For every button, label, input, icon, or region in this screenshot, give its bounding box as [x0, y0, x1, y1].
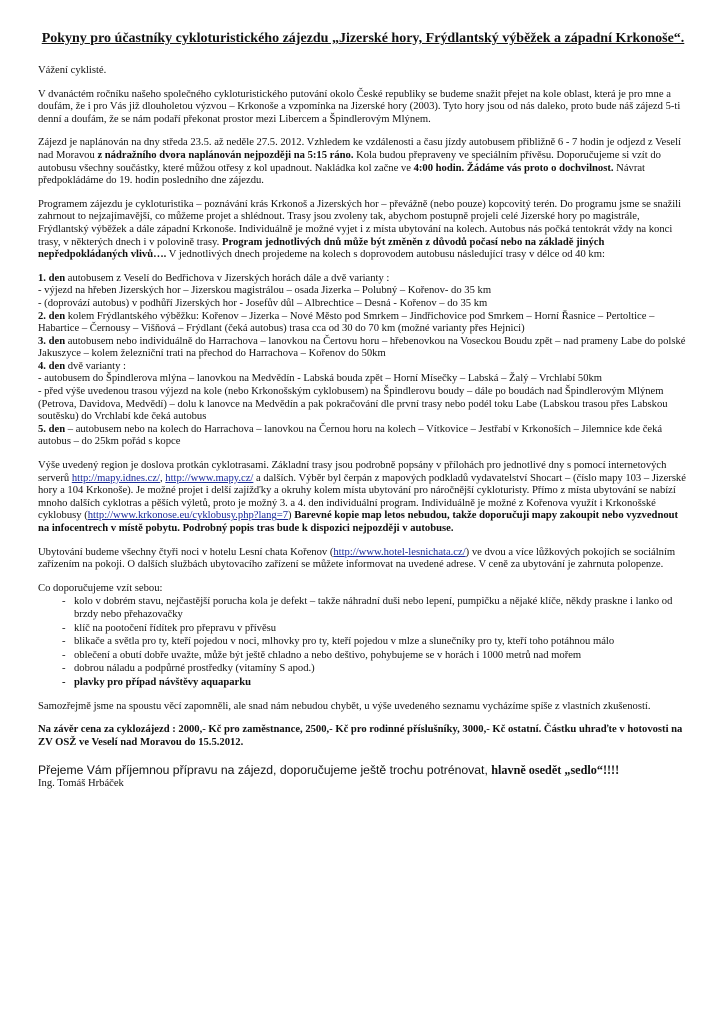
program-text-2: V jednotlivých dnech projedeme na kolech s doprovodem autobusu následující trasy v délce od 40 km:: [166, 249, 605, 261]
day-4-variant-2: - před výše uvedenou trasou výjezd na kole (nebo Krkonošským cyklobusem) na Špindlerovu boudy – dále po boudách nad Špindlerovým Mlýnem (Petrova, Davidova, Medvědí) – dolu k lanovce na Medvědín a pak pokračování dle první trasy nebo podél toku Labe (Labskou trasou přes Labskou soutěsku) do Vrchlabí kde čeká autobus: [38, 386, 668, 423]
day-3-text: autobusem nebo individuálně do Harrachova – lanovkou na Čertovu horu – hřebenovkou na Voseckou Boudu zpět – nad prameny Labe do polské Jakuszyce – kolem železniční trati na přechod do Harrachova – Kořenov do 50km: [38, 335, 686, 360]
schedule-loading-bold: 4:00 hodin. Žádáme vás proto o dochvilnost.: [413, 162, 614, 174]
salutation: Vážení cyklisté.: [38, 65, 107, 76]
recommend-intro: Co doporučujeme vzít sebou:: [38, 582, 163, 594]
day-1-variant-2: - (doprovází autobus) v podhůří Jizerských hor - Josefův důl – Albrechtice – Desná - Kořenov – do 35 km: [38, 297, 488, 309]
list-item: - blikače a světla pro ty, kteří pojedou v noci, mlhovky pro ty, kteří pojedou v mlze a slunečníky pro ty, kteří toho potáhnou málo: [38, 636, 688, 649]
accommodation-text-1: Ubytování budeme všechny čtyři noci v hotelu Lesní chata Kořenov (: [38, 546, 334, 558]
day-1: [38, 273, 688, 286]
schedule-paragraph: [38, 137, 688, 187]
recommend-list: [38, 596, 688, 689]
region-text-3: a dalších. Výběr byl čerpán z mapových podkladů vydavatelství Shocart – (číslo mapy 103 – Jizerské hory a 104 Krkonoše). Je možné projet i delší zajížďky a okruhy kolem místa ubytování pro náročnější cykloturisty. Přímo z místa ubytování se nabízí mnoho dalších cyklotras a pěších výletů, proto je možný 3. a 4. den individuální program. Individuálně je možné z Kořenova využít i Krkonošské cyklobusy (: [38, 472, 686, 522]
day-4-text: dvě varianty :: [65, 360, 126, 372]
day-2-text: kolem Frýdlantského výběžku: Kořenov – Jizerka – Nové Město pod Smrkem – Jindřichovice pod Smrkem – Horní Řasnice – Pertoltice – Habartice – Černousy – Višňová – Frýdlant (čeká autobus) trasa cca od 30 do 70 km (možné varianty přes Hejnici): [38, 310, 655, 335]
list-item: - plavky pro případ návštěvy aquaparku: [38, 677, 688, 690]
day-4-variant-1: - autobusem do Špindlerova mlýna – lanovkou na Medvědín - Labská bouda zpět – Horní Mísečky – Labská – Žalý – Vrchlabí 50km: [38, 373, 603, 385]
greeting-bold: hlavně osedět „sedlo“!!!!: [491, 763, 620, 778]
program-text-1: Programem zájezdu je cykloturistika – poznávání krás Krkonoš a Jizerských hor – převážně (nebo pouze) kopcovitý terén. Do programu jsme se snažili zahrnout to nejzajímavější, co můžeme projet a shlédnout. Trasy jsou zvoleny tak, abychom postupně projeli celé Jizerské hory po magistrále, Frýdlantský výběžek a dále západní Krkonoše. Individuálně je možné vyjet i z místa ubytování na kolech. Autobus nás počká tentokrát vždy na konci trasy, v některých dnech i v polovině trasy.: [38, 198, 682, 248]
day-5-heading: 5. den: [38, 423, 66, 435]
region-paragraph: [38, 460, 688, 536]
program-warning-bold: Program jednotlivých dnů může být změněn z důvodů počasí nebo na základě jiných nepředpokládaných vlivů….: [38, 236, 605, 261]
region-text-1: Výše uvedený region je doslova protkán cyklotrasami. Základní trasy jsou podrobně popsány v přílohách pro jednotlivé dny s pomocí internetových serverů: [38, 460, 667, 484]
list-item: - dobrou náladu a podpůrné prostředky (vitamíny S apod.): [38, 663, 688, 676]
day-1-text: autobusem z Veselí do Bedřichova v Jizerských horách dále a dvě varianty :: [65, 272, 390, 284]
schedule-text-1: Zájezd je naplánován na dny středa 23.5. až neděle 27.5. 2012. Vzhledem ke vzdálenosti a času jízdy autobusem přibližně 6 - 7 hodin je odjezd z Veselí nad Moravou: [38, 137, 681, 161]
day-plan: [38, 273, 688, 449]
document-page: [38, 30, 688, 791]
closing-paragraph: Samozřejmě jsme na spoustu věcí zapomněli, ale snad nám nebudou chybět, u výše uvedeného seznamu vycházíme spíše z vlastních zkušeností.: [38, 700, 651, 712]
link-mapy-idnes[interactable]: http://mapy.idnes.cz/: [71, 472, 160, 484]
accommodation-paragraph: [38, 547, 688, 572]
list-item: - oblečení a obutí dobře uvažte, může být ještě chladno a nebo deštivo, pohybujeme se v horách i 1000 metrů nad mořem: [38, 650, 688, 663]
price-paragraph: Na závěr cena za cyklozájezd : 2000,- Kč pro zaměstnance, 2500,- Kč pro rodinné příslušníky, 3000,- Kč ostatní. Částku uhraďte v hotovosti na ZV OSŽ ve Veselí nad Moravou do 15.5.2012.: [38, 724, 683, 748]
schedule-text-3: Návrat předpokládáme do 19. hodin posledního dne zájezdu.: [38, 162, 646, 187]
day-1-variant-1: - výjezd na hřeben Jizerských hor – Jizerskou magistrálou – osada Jizerka – Polubný – Kořenov- do 35 km: [38, 285, 492, 297]
list-item: - klíč na pootočení řídítek pro přepravu v přívěsu: [38, 623, 688, 636]
link-krkonose-cyklobusy[interactable]: http://www.krkonose.eu/cyklobusy.php?lang=7: [87, 510, 288, 522]
schedule-text-2: Kola budou přepraveny ve speciálním přívěsu. Doporučujeme si vzít do autobusu všechny součástky, které můžou otřesy z kol upadnout. Nakládka kol začne ve: [38, 149, 661, 174]
list-item: - kolo v dobrém stavu, nejčastější porucha kola je defekt – takže náhradní duši nebo lepení, pumpičku a nějaké klíče, někdy praskne i lanko od brzdy nebo přehazovačky: [38, 596, 688, 621]
link-mapy-cz[interactable]: http://www.mapy.cz/: [165, 472, 254, 484]
day-4-heading: 4. den: [38, 360, 66, 372]
greeting-line: [38, 763, 688, 777]
region-text-4: ): [288, 510, 295, 522]
day-1-heading: 1. den: [38, 272, 66, 284]
signature: Ing. Tomáš Hrbáček: [38, 778, 124, 790]
intro-paragraph: V dvanáctém ročníku našeho společného cykloturistického putování okolo České republiky se budeme snažit přejet na kole oblast, která je pro mne a doufám, že i pro Vás již dlouholetou výzvou – Krkonoše a vzpomínka na Jizerské hory (2003). Tyto hory jsou od nás daleko, proto bude náš zájezd 5-ti denní a doufám, že se nám podaří překonat prostor mezi Libercem a Špindlerovým Mlýnem.: [38, 88, 681, 125]
region-text-2: ,: [160, 472, 166, 484]
schedule-departure-bold: z nádražního dvora naplánován nejpozději na 5:15 ráno.: [97, 149, 354, 161]
day-3-heading: 3. den: [38, 335, 66, 347]
greeting-text: Přejeme Vám příjemnou přípravu na zájezd, doporučujeme ještě trochu potrénovat,: [38, 763, 492, 778]
link-hotel-lesnichata[interactable]: http://www.hotel-lesnichata.cz/: [333, 546, 466, 558]
day-2: [38, 311, 688, 336]
day-5-text: – autobusem nebo na kolech do Harrachova – lanovkou na Černou horu na kolech – Vítkovice – Jestřabí v Krkonoších – Jilemnice kde čeká autobus – do 25km pořád s kopce: [38, 423, 663, 448]
day-4: [38, 361, 688, 374]
day-2-heading: 2. den: [38, 310, 66, 322]
document-title: Pokyny pro účastníky cykloturistického zájezdu „Jizerské hory, Frýdlantský výběžek a západní Krkonoše“.: [41, 31, 685, 46]
day-3: [38, 336, 688, 361]
day-5: [38, 424, 688, 449]
accommodation-text-2: ) ve dvou a více lůžkových pokojích se sociálním zařízením na pokoji. O dalších službách ubytovacího zařízení se můžete informovat na uvedené adrese. V ceně za ubytování je zahrnuta polopenze.: [38, 546, 676, 571]
program-paragraph: [38, 199, 688, 262]
region-maps-bold: Barevné kopie map letos nebudou, takže doporučuji mapy zakoupit nebo vyzvednout na infocentrech v místě pobytu. Podrobný popis tras bude k dispozici nejpozději v autobuse.: [38, 510, 679, 534]
